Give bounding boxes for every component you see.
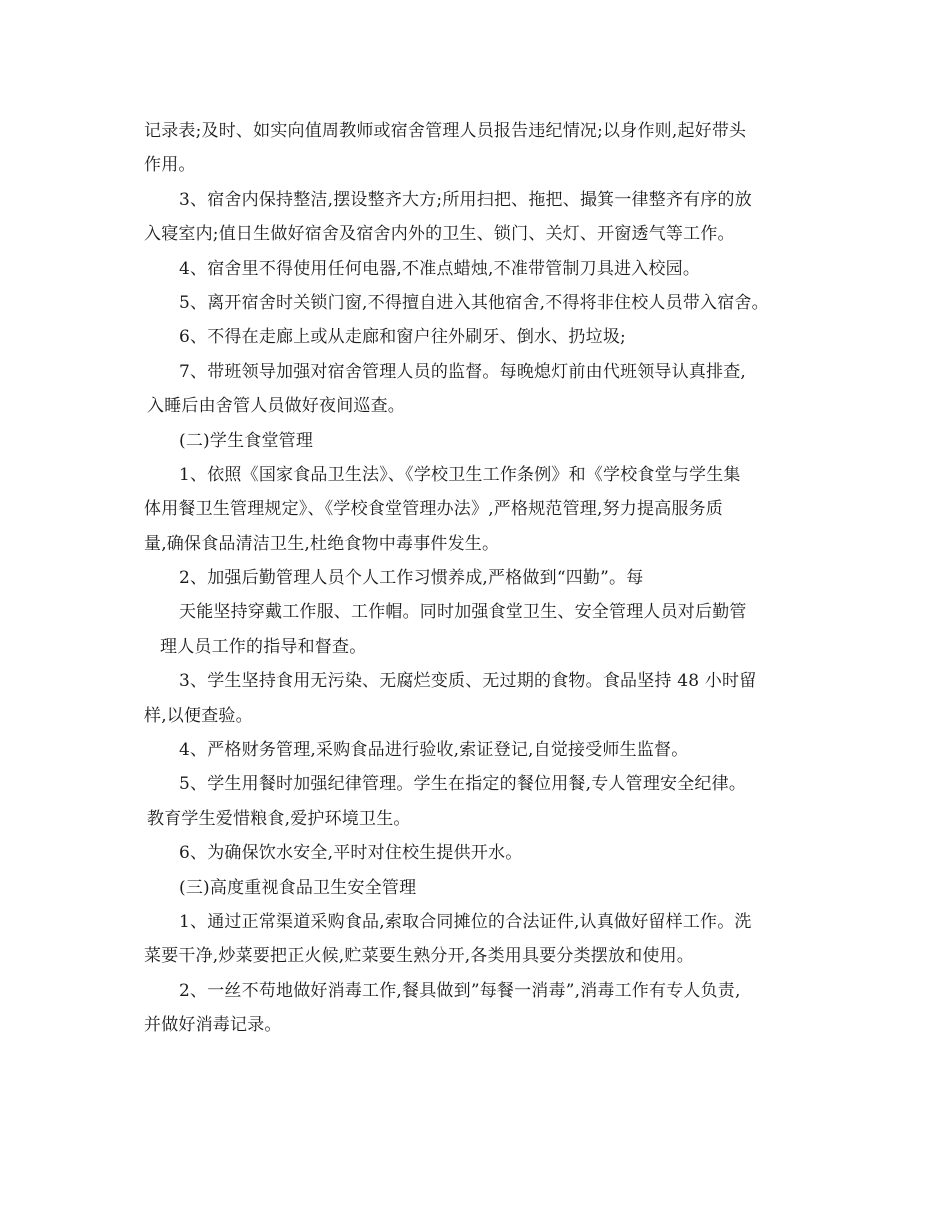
text-line: 3、宿舍内保持整洁,摆设整齐大方;所用扫把、拖把、撮箕一律整齐有序的放	[179, 189, 752, 210]
text-line: 记录表;及时、如实向值周教师或宿舍管理人员报告违纪情况;以身作则,起好带头	[144, 121, 747, 141]
text-line: 入寝室内;值日生做好宿舍及宿舍内外的卫生、锁门、关灯、开窗透气等工作。	[144, 224, 735, 245]
text-line: 2、加强后勤管理人员个人工作习惯养成,严格做到“四勤”。每	[179, 568, 644, 589]
text-line: 样,以便查验。	[144, 705, 253, 726]
text-line: 1、依照《国家食品卫生法》、《学校卫生工作条例》和《学校食堂与学生集	[179, 464, 741, 485]
text-line: 5、离开宿舍时关锁门窗,不得擅自进入其他宿舍,不得将非住校人员带入宿舍。	[179, 292, 769, 313]
text-line: 7、带班领导加强对宿舍管理人员的监督。每晚熄灯前由代班领导认真排查,	[179, 361, 747, 382]
text-line: 2、一丝不苟地做好消毒工作,餐具做到”每餐一消毒”,消毒工作有专人负责,	[179, 980, 741, 1001]
text-line: 作用。	[144, 155, 196, 176]
section-heading: (二)学生食堂管理	[179, 430, 314, 451]
text-line: 4、严格财务管理,采购食品进行验收,索证登记,自觉接受师生监督。	[179, 740, 689, 761]
text-line: 6、为确保饮水安全,平时对住校生提供开水。	[179, 843, 523, 864]
section-heading: (三)高度重视食品卫生安全管理	[179, 877, 417, 898]
text-line: 1、通过正常渠道采购食品,索取合同摊位的合法证件,认真做好留样工作。洗	[179, 911, 752, 932]
text-line: 5、学生用餐时加强纪律管理。学生在指定的餐位用餐,专人管理安全纪律。	[179, 774, 747, 795]
document-body	[144, 114, 824, 1043]
text-line: 3、学生坚持食用无污染、无腐烂变质、无过期的食物。食品坚持 48 小时留	[179, 671, 757, 692]
text-line: 理人员工作的指导和督查。	[160, 636, 367, 657]
text-line: 4、宿舍里不得使用任何电器,不准点蜡烛,不准带管制刀具进入校园。	[179, 258, 701, 279]
text-line: 菜要干净,炒菜要把正火候,贮菜要生熟分开,各类用具要分类摆放和使用。	[144, 946, 695, 967]
text-line: 6、不得在走廊上或从走廊和窗户往外刷牙、倒水、扔垃圾;	[179, 327, 626, 348]
text-line: 并做好消毒记录。	[144, 1015, 282, 1036]
text-line: 体用餐卫生管理规定》、《学校食堂管理办法》,严格规范管理,努力提高服务质	[144, 499, 724, 520]
text-line: 量,确保食品清洁卫生,杜绝食物中毒事件发生。	[144, 533, 500, 554]
text-line: 天能坚持穿戴工作服、工作帽。同时加强食堂卫生、安全管理人员对后勤管	[179, 602, 747, 623]
text-line: 入睡后由舍管人员做好夜间巡查。	[147, 396, 405, 417]
text-line: 教育学生爱惜粮食,爱护环境卫生。	[147, 808, 411, 829]
